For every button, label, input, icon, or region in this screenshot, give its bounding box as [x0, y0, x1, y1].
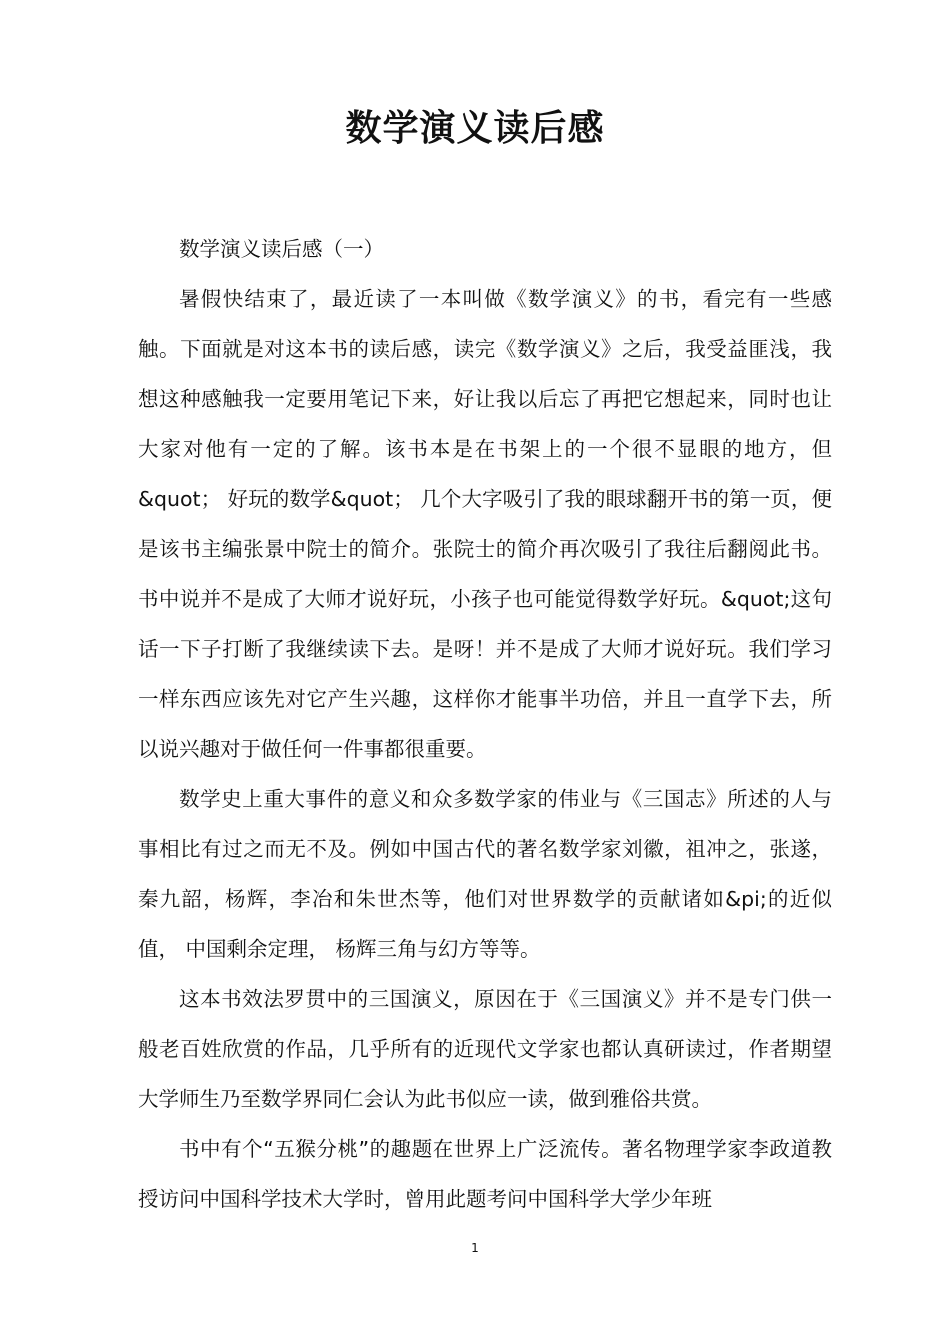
paragraph: 暑假快结束了，最近读了一本叫做《数学演义》的书，看完有一些感触。下面就是对这本书的读后感，读完《数学演义》之后，我受益匪浅，我想这种感触我一定要用笔记下来，好让我以后忘了再把它想起来，同时也让大家对他有一定的了解。该书本是在书架上的一个很不显眼的地方，但&quot； 好玩的数学&quot； 几个大字吸引了我的眼球翻开书的第一页，便是该书主编张景中院士的简介。张院士的简介再次吸引了我往后翻阅此书。书中说并不是成了大师才说好玩，小孩子也可能觉得数学好玩。&quot;这句话一下子打断了我继续读下去。是呀！并不是成了大师才说好玩。我们学习一样东西应该先对它产生兴趣，这样你才能事半功倍，并且一直学下去，所以说兴趣对于做任何一件事都很重要。 — [138, 287, 832, 761]
paragraph: 数学史上重大事件的意义和众多数学家的伟业与《三国志》所述的人与事相比有过之而无不及。例如中国古代的著名数学家刘徽，祖冲之，张遂，秦九韶，杨辉，李冶和朱世杰等，他们对世界数学的贡献诸如&pi;的近似值， 中国剩余定理， 杨辉三角与幻方等等。 — [138, 787, 832, 961]
document-title: 数学演义读后感 — [345, 108, 605, 149]
page-number: 1 — [471, 1241, 479, 1255]
paragraph: 这本书效法罗贯中的三国演义，原因在于《三国演义》并不是专门供一般老百姓欣赏的作品，几乎所有的近现代文学家也都认真研读过，作者期望大学师生乃至数学界同仁会认为此书似应一读，做到雅俗共赏。 — [138, 987, 832, 1111]
paragraph: 书中有个“五猴分桃”的趣题在世界上广泛流传。著名物理学家李政道教授访问中国科学技术大学时，曾用此题考问中国科学大学少年班 — [138, 1137, 832, 1211]
paragraph-subtitle: 数学演义读后感（一） — [179, 237, 384, 261]
document-body — [138, 224, 832, 1224]
